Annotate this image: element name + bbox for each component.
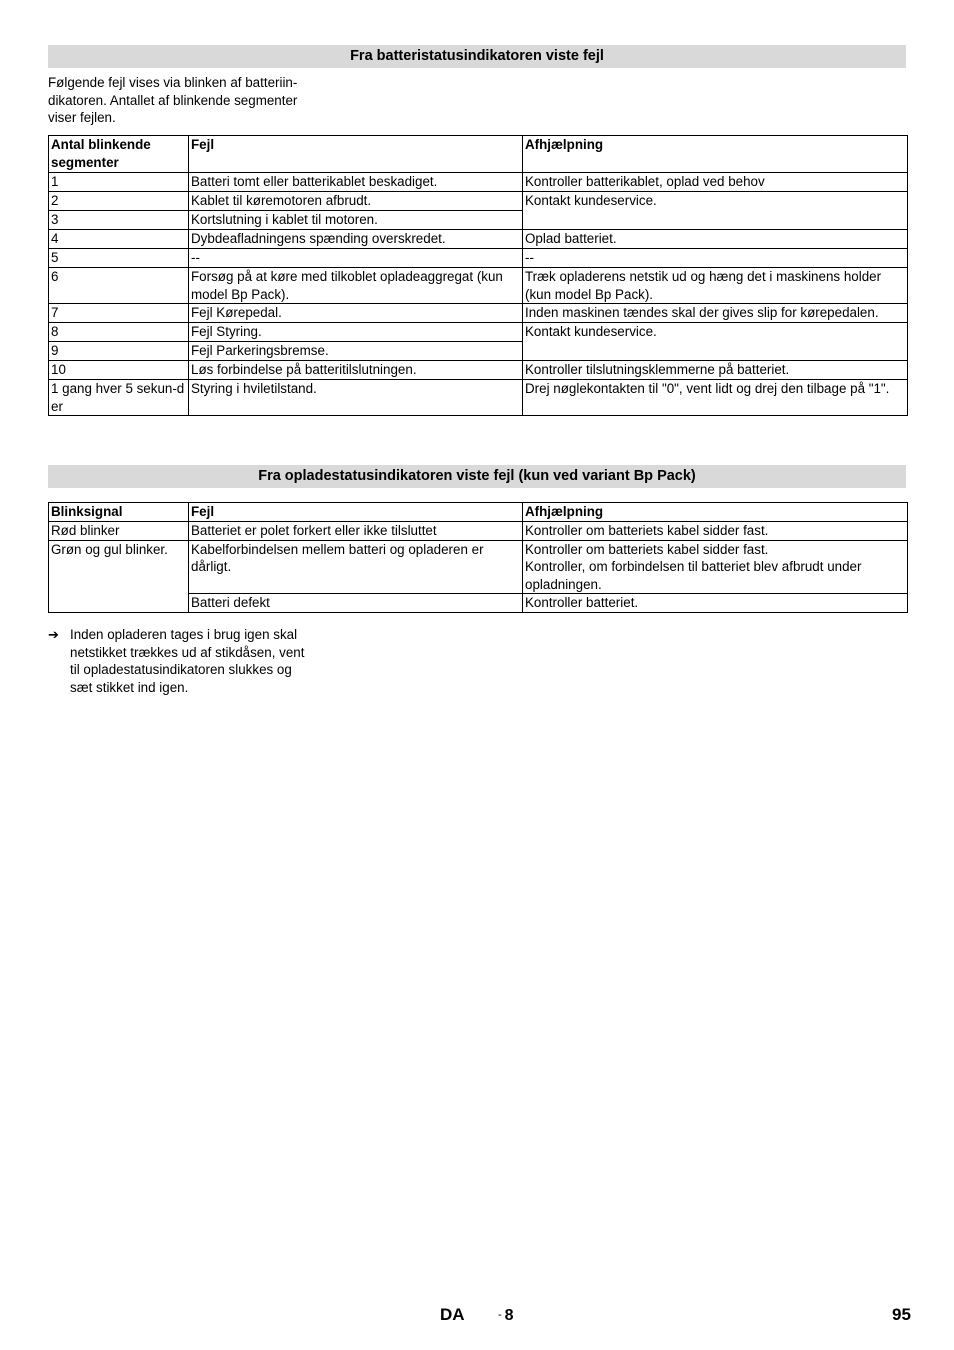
header-remedy: Afhjælpning [523,136,908,173]
cell-remedy: Oplad batteriet. [523,230,908,249]
cell-segments: 4 [49,230,189,249]
cell-fault: Fejl Kørepedal. [189,304,523,323]
battery-error-table [48,135,908,416]
footer-section-number: 8 [504,1307,514,1324]
cell-remedy: Drej nøglekontakten til "0", vent lidt og drej den tilbage på "1". [523,380,908,416]
cell-remedy: Træk opladerens netstik ud og hæng det i maskinens holder (kun model Bp Pack). [523,268,908,304]
footer-section-page [498,1307,514,1325]
header-segments: Antal blinkende segmenter [49,136,189,173]
table-row [49,249,908,268]
cell-segments: 7 [49,304,189,323]
table-header-row [49,136,908,173]
table-row [49,230,908,249]
note-text: Inden opladeren tages i brug igen skal netstikket trækkes ud af stikdåsen, vent til opladestatusindikatoren slukkes og sæt stikket ind igen. [70,627,305,695]
cell-remedy: Inden maskinen tændes skal der gives slip for kørepedalen. [523,304,908,323]
cell-signal: Grøn og gul blinker. [49,540,189,613]
header-signal: Blinksignal [49,503,189,522]
intro-text: Følgende fejl vises via blinken af batteriin- dikatoren. Antallet af blinkende segmenter viser fejlen. [48,75,298,125]
cell-remedy: Kontroller om batteriets kabel sidder fast. Kontroller, om forbindelsen til batteriet blev afbrudt under opladningen. [523,540,908,594]
cell-remedy: Kontakt kundeservice. [523,192,908,230]
charger-error-table [48,502,908,613]
cell-segments: 9 [49,342,189,361]
cell-segments: 1 [49,173,189,192]
cell-fault: Forsøg på at køre med tilkoblet opladeaggregat (kun model Bp Pack). [189,268,523,304]
table-row [49,380,908,416]
cell-fault: Batteri tomt eller batterikablet beskadiget. [189,173,523,192]
cell-remedy: -- [523,249,908,268]
table-row [49,192,908,211]
table-header-row [49,503,908,522]
table-row [49,540,908,594]
cell-fault: Kortslutning i kablet til motoren. [189,211,523,230]
cell-remedy: Kontroller batterikablet, oplad ved behov [523,173,908,192]
cell-remedy: Kontroller om batteriets kabel sidder fast. [523,521,908,540]
table-row [49,361,908,380]
page-number: 95 [892,1305,911,1324]
cell-segments: 6 [49,268,189,304]
cell-fault: Løs forbindelse på batteritilslutningen. [189,361,523,380]
arrow-right-icon: ➔ [48,627,59,642]
footer-dash: - [498,1309,502,1321]
table-row [49,521,908,540]
cell-fault: Fejl Styring. [189,323,523,342]
table-row [49,304,908,323]
cell-remedy: Kontroller batteriet. [523,594,908,613]
cell-signal: Rød blinker [49,521,189,540]
cell-segments: 1 gang hver 5 sekun-der [49,380,189,416]
cell-remedy: Kontakt kundeservice. [523,323,908,361]
cell-segments: 8 [49,323,189,342]
cell-fault: Fejl Parkeringsbremse. [189,342,523,361]
cell-remedy: Kontroller tilslutningsklemmerne på batteriet. [523,361,908,380]
cell-fault: Batteriet er polet forkert eller ikke tilsluttet [189,521,523,540]
section-title-charger-errors: Fra opladestatusindikatoren viste fejl (kun ved variant Bp Pack) [48,465,906,488]
cell-segments: 2 [49,192,189,211]
header-fault: Fejl [189,503,523,522]
table-row [49,268,908,304]
footer-language: DA [440,1305,465,1324]
cell-segments: 10 [49,361,189,380]
cell-fault: -- [189,249,523,268]
header-remedy: Afhjælpning [523,503,908,522]
section-title-battery-errors: Fra batteristatusindikatoren viste fejl [48,45,906,68]
cell-fault: Batteri defekt [189,594,523,613]
cell-fault: Kablet til køremotoren afbrudt. [189,192,523,211]
cell-segments: 3 [49,211,189,230]
table-row [49,323,908,342]
table-row [49,173,908,192]
cell-fault: Styring i hviletilstand. [189,380,523,416]
cell-fault: Dybdeafladningens spænding overskredet. [189,230,523,249]
header-fault: Fejl [189,136,523,173]
cell-fault: Kabelforbindelsen mellem batteri og opladeren er dårligt. [189,540,523,594]
cell-segments: 5 [49,249,189,268]
